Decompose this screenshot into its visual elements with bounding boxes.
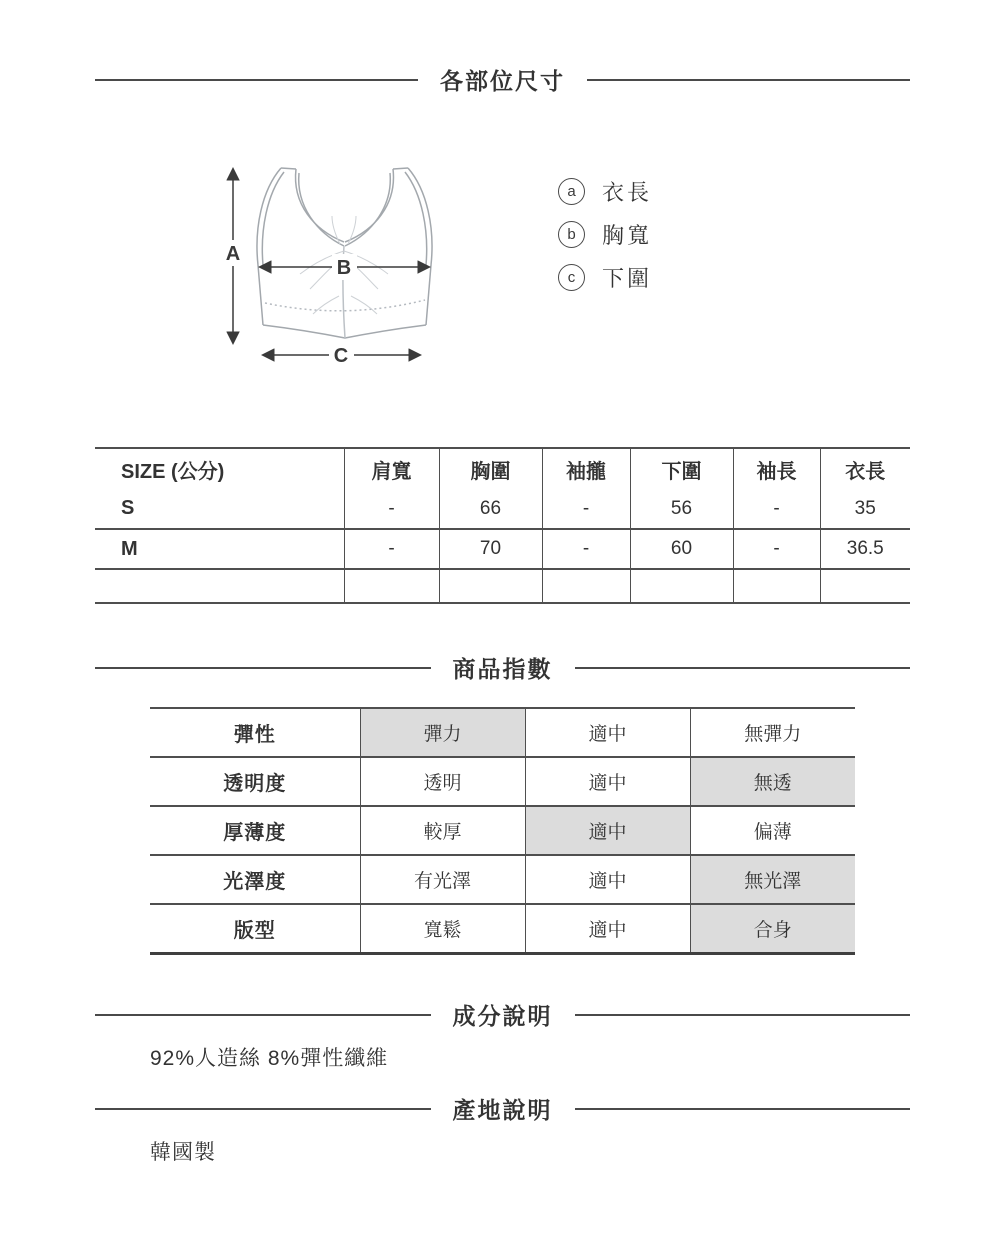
size-empty-cell: [542, 569, 630, 603]
size-table-row-s: [95, 489, 910, 529]
section-title-measurements: 各部位尺寸: [440, 68, 565, 94]
heading-rule-left: [95, 1108, 431, 1110]
section-heading-measurements: [95, 63, 910, 96]
size-value: 35: [820, 489, 910, 529]
size-table-header: 袖攏: [542, 448, 630, 489]
circled-letter-c-icon: c: [558, 264, 585, 291]
heading-rule-left: [95, 1014, 431, 1016]
size-label: M: [121, 537, 138, 560]
index-row-label: 光澤度: [223, 871, 287, 893]
index-row-elasticity: [150, 708, 855, 757]
size-table-row-m: [95, 529, 910, 569]
arrow-label-b: B: [336, 257, 352, 279]
index-cell-2-2: 偏薄: [690, 806, 855, 855]
index-cell-0-2: 無彈力: [690, 708, 855, 757]
size-empty-cell: [344, 569, 439, 603]
index-cell-3-0: 有光澤: [360, 855, 525, 904]
size-value: 66: [439, 489, 542, 529]
size-value: -: [542, 529, 630, 569]
index-row-thickness: [150, 806, 855, 855]
size-label: S: [121, 497, 135, 519]
index-cell-1-1: 適中: [525, 757, 690, 806]
heading-rule-right: [575, 667, 911, 669]
legend-label: 衣長: [602, 180, 653, 205]
size-table-header: 肩寬: [344, 448, 439, 489]
index-row-label: 版型: [233, 919, 276, 942]
garment-outline: [257, 168, 432, 338]
size-table-header: SIZE (公分): [121, 460, 225, 483]
composition-text: 92%人造絲 8%彈性纖維: [150, 1047, 389, 1070]
index-row-fit: [150, 904, 855, 953]
index-cell-0-1: 適中: [525, 708, 690, 757]
index-cell-2-0: 較厚: [360, 806, 525, 855]
size-table: [95, 447, 910, 604]
index-cell-4-0: 寬鬆: [360, 904, 525, 953]
origin-text: 韓國製: [150, 1141, 216, 1164]
legend-item-chest-width: [558, 213, 652, 256]
size-value: -: [733, 529, 820, 569]
index-cell-3-2: 無光澤: [690, 855, 855, 904]
index-cell-1-0: 透明: [360, 757, 525, 806]
index-cell-2-1: 適中: [525, 806, 690, 855]
arrow-label-a: A: [225, 243, 241, 265]
heading-rule-right: [575, 1108, 911, 1110]
size-table-header: 衣長: [820, 448, 910, 489]
index-cell-4-2: 合身: [690, 904, 855, 953]
underbust-stitch-line: [265, 300, 425, 311]
size-value: -: [733, 489, 820, 529]
size-empty-cell: [733, 569, 820, 603]
size-value: -: [542, 489, 630, 529]
size-value: -: [344, 529, 439, 569]
size-table-empty-row: [95, 569, 910, 603]
index-cell-3-1: 適中: [525, 855, 690, 904]
index-cell-1-2: 無透: [690, 757, 855, 806]
legend-label: 下圍: [602, 266, 653, 291]
legend-label: 胸寬: [602, 223, 653, 248]
index-row-label: 透明度: [223, 773, 287, 795]
size-value: 60: [630, 529, 733, 569]
index-row-label: 厚薄度: [223, 822, 287, 844]
legend-item-garment-length: [558, 170, 652, 213]
heading-rule-left: [95, 79, 418, 81]
size-table-header: 袖長: [733, 448, 820, 489]
section-title-composition: 成分說明: [452, 1003, 553, 1029]
legend-item-under-band: [558, 256, 652, 299]
index-cell-4-1: 適中: [525, 904, 690, 953]
circled-letter-a-icon: a: [558, 178, 585, 205]
section-heading-product-index: [95, 651, 910, 684]
section-heading-origin: [95, 1092, 910, 1125]
size-empty-cell: [820, 569, 910, 603]
size-empty-cell: [630, 569, 733, 603]
size-value: -: [344, 489, 439, 529]
circled-letter-b-icon: b: [558, 221, 585, 248]
section-heading-composition: [95, 998, 910, 1031]
arrow-label-c: C: [333, 345, 349, 367]
section-title-product-index: 商品指數: [452, 656, 553, 682]
heading-rule-right: [575, 1014, 911, 1016]
size-value: 70: [439, 529, 542, 569]
garment-measurement-illustration: [218, 156, 473, 368]
size-value: 36.5: [820, 529, 910, 569]
size-table-header: 胸圍: [439, 448, 542, 489]
index-row-transparency: [150, 757, 855, 806]
heading-rule-right: [587, 79, 910, 81]
size-table-header: 下圍: [630, 448, 733, 489]
measurement-legend: [558, 170, 652, 299]
section-title-origin: 產地說明: [452, 1097, 553, 1123]
index-row-sheen: [150, 855, 855, 904]
product-index-table: [150, 707, 855, 955]
index-row-label: 彈性: [233, 724, 276, 746]
index-cell-0-0: 彈力: [360, 708, 525, 757]
size-table-header-row: [95, 448, 910, 489]
size-empty-cell: [439, 569, 542, 603]
heading-rule-left: [95, 667, 431, 669]
size-empty-cell: [95, 569, 344, 603]
size-value: 56: [630, 489, 733, 529]
